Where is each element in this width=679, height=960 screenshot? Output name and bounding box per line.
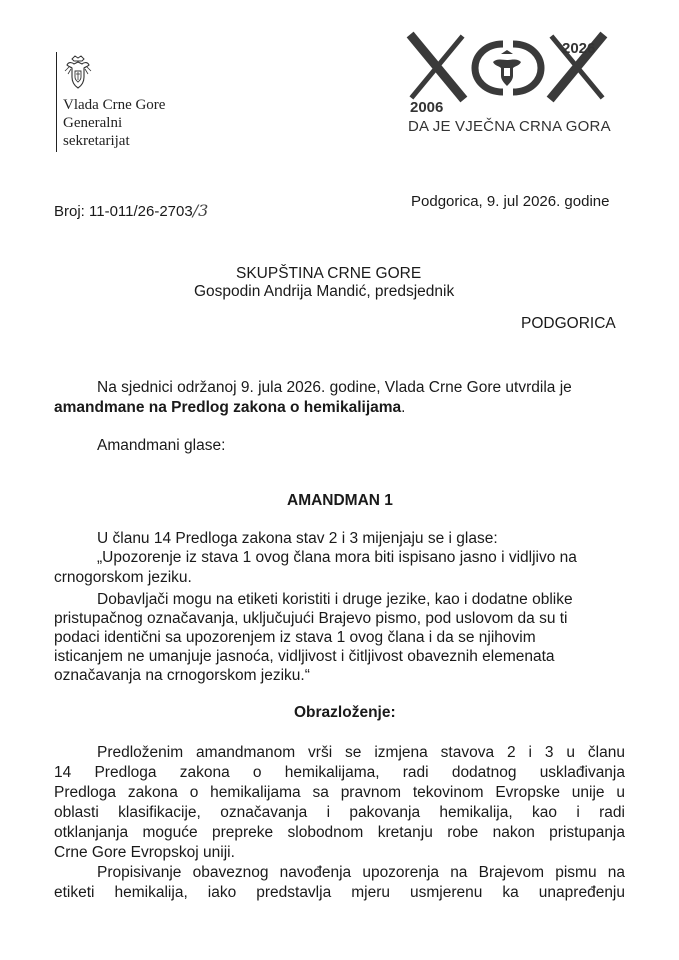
intro-line bbox=[54, 398, 405, 417]
rationale-line: Predloženim amandmanom vrši se izmjena stavova 2 i 3 u članu bbox=[97, 744, 625, 761]
handwritten-suffix: /3 bbox=[192, 201, 209, 220]
logo-motto: DA JE VJEČNA CRNA GORA bbox=[408, 118, 611, 135]
addressee-city: PODGORICA bbox=[521, 315, 616, 332]
reference-number-text: Broj: 11-011/26-2703 bbox=[54, 203, 193, 220]
rationale-line: Predloga zakona o hemikalijama sa pravnom tekovinom Evropske unije u bbox=[54, 784, 625, 801]
eagle-icon bbox=[493, 50, 521, 86]
rationale-line: etiketi hemikalija, iako predstavlja mjeru usmjerenu ka unapređenju bbox=[54, 884, 625, 901]
rationale-line: oblasti klasifikacije, označavanja i pakovanja hemikalija, kao i radi bbox=[54, 804, 625, 821]
rationale-title: Obrazloženje: bbox=[294, 704, 396, 721]
rationale-line: Crne Gore Evropskoj uniji. bbox=[54, 844, 235, 861]
amendment-title: AMANDMAN 1 bbox=[287, 492, 393, 509]
org-line: Vlada Crne Gore bbox=[63, 97, 166, 113]
rationale-line: 14 Predloga zakona o hemikalijama, radi dodatnog usklađivanja bbox=[54, 764, 625, 781]
logo-year-end: 2026 bbox=[562, 40, 596, 57]
amendment-line: pristupačnog označavanja, uključujući Brajevo pismo, pod uslovom da su ti bbox=[54, 610, 568, 627]
intro-bold: amandmane na Predlog zakona o hemikalijama bbox=[54, 399, 402, 416]
intro-end: . bbox=[401, 399, 406, 416]
addressee-person: Gospodin Andrija Mandić, predsjednik bbox=[194, 283, 455, 300]
rationale-line: otklanjanja moguće prepreke slobodnom kretanju robe nakon pristupanja bbox=[54, 824, 625, 841]
amendment-line: „Upozorenje iz stava 1 ovog člana mora biti ispisano jasno i vidljivo na bbox=[97, 549, 577, 566]
intro-line: Na sjednici održanoj 9. jula 2026. godine, Vlada Crne Gore utvrdila je bbox=[97, 379, 572, 396]
amendment-line: crnogorskom jeziku. bbox=[54, 569, 192, 586]
amendment-line: označavanja na crnogorskom jeziku.“ bbox=[54, 667, 310, 684]
amendment-line: Dobavljači mogu na etiketi koristiti i druge jezike, kao i dodatne oblike bbox=[97, 591, 573, 608]
amendment-line: U članu 14 Predloga zakona stav 2 i 3 mijenjaju se i glase: bbox=[97, 530, 498, 547]
logo-year-start: 2006 bbox=[410, 99, 444, 116]
reference-number bbox=[54, 201, 208, 220]
amendment-line: isticanjem ne umanjuje jasnoća, vidljivost i čitljivost obaveznih elemenata bbox=[54, 648, 555, 665]
organization-block bbox=[63, 96, 165, 150]
org-line: sekretarijat bbox=[63, 133, 130, 149]
amendments-lead: Amandmani glase: bbox=[97, 437, 226, 454]
amendment-line: podaci identični sa upozorenjem iz stava 1 ovog člana i da se njihovim bbox=[54, 629, 536, 646]
addressee-institution: SKUPŠTINA CRNE GORE bbox=[236, 265, 422, 282]
rationale-line: Propisivanje obaveznog navođenja upozorenja na Brajevom pismu na bbox=[97, 864, 625, 881]
header-divider bbox=[56, 52, 57, 152]
org-line: Generalni bbox=[63, 115, 123, 131]
coat-of-arms-icon bbox=[63, 55, 93, 91]
document-date: Podgorica, 9. jul 2026. godine bbox=[411, 193, 610, 210]
